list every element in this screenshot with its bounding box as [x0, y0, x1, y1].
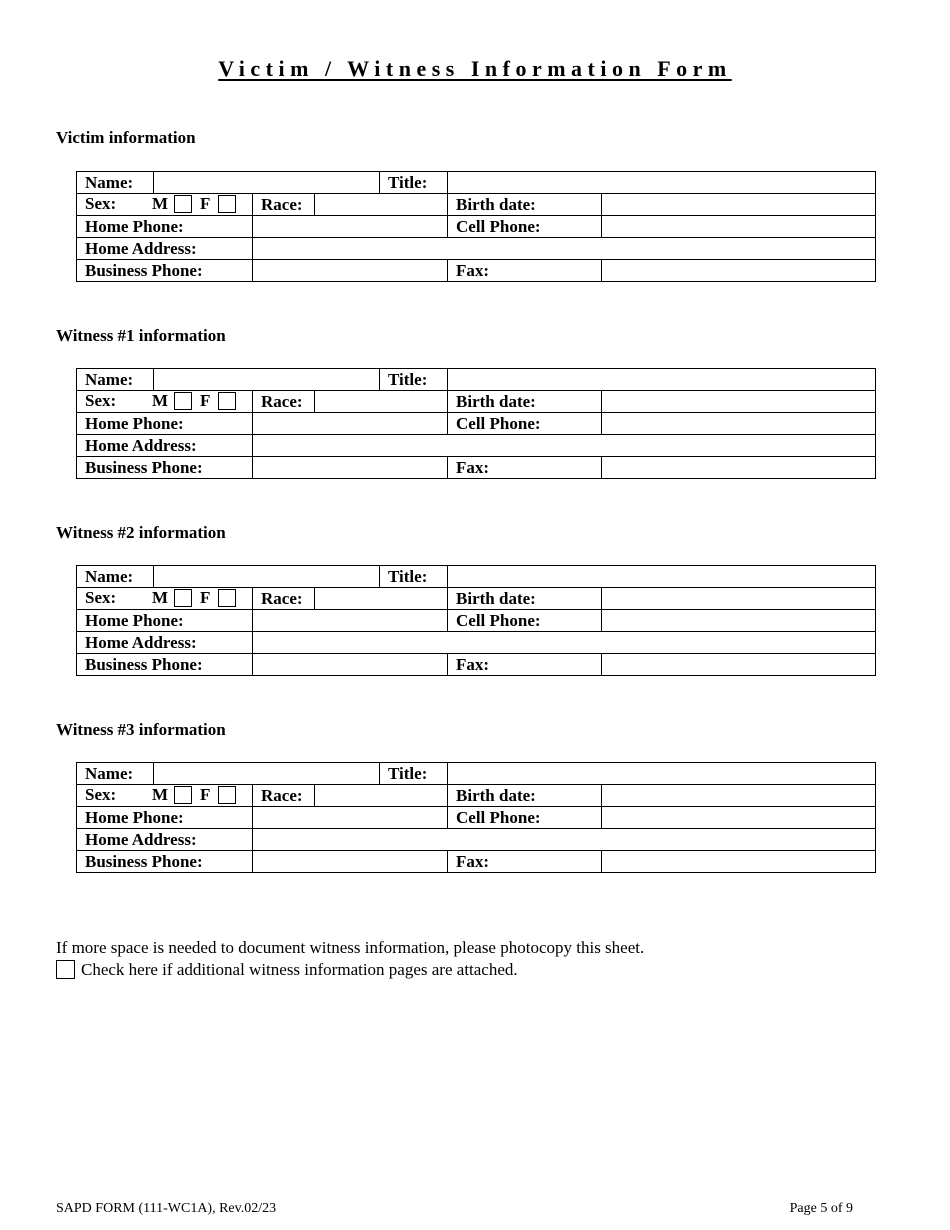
- birth-date-label: Birth date:: [448, 588, 602, 610]
- female-label: F: [200, 194, 211, 213]
- fax-label: Fax:: [448, 654, 602, 676]
- male-label: M: [152, 588, 169, 607]
- page-number: Page 5 of 9: [789, 1201, 853, 1216]
- cell-phone-field[interactable]: [602, 413, 876, 435]
- person-info-table: [76, 762, 876, 873]
- name-field[interactable]: [154, 763, 380, 785]
- cell-phone-field[interactable]: [602, 216, 876, 238]
- name-label: Name:: [77, 566, 154, 588]
- cell-phone-field[interactable]: [602, 807, 876, 829]
- business-phone-field[interactable]: [253, 457, 448, 479]
- title-label: Title:: [380, 566, 448, 588]
- fax-label: Fax:: [448, 851, 602, 873]
- birth-date-field[interactable]: [602, 194, 876, 216]
- home-address-label: Home Address:: [77, 435, 253, 457]
- home-phone-field[interactable]: [253, 216, 448, 238]
- person-info-table: [76, 565, 876, 676]
- attached-pages-row: [56, 960, 518, 980]
- sex-label: Sex:: [85, 391, 117, 410]
- name-label: Name:: [77, 369, 154, 391]
- person-info-table: [76, 171, 876, 282]
- race-label: Race:: [253, 785, 315, 807]
- cell-phone-label: Cell Phone:: [448, 413, 602, 435]
- male-checkbox[interactable]: [174, 392, 192, 410]
- home-address-label: Home Address:: [77, 238, 253, 260]
- business-phone-label: Business Phone:: [77, 654, 253, 676]
- name-field[interactable]: [154, 172, 380, 194]
- title-label: Title:: [380, 172, 448, 194]
- home-address-label: Home Address:: [77, 829, 253, 851]
- person-info-table: [76, 368, 876, 479]
- female-checkbox[interactable]: [218, 392, 236, 410]
- fax-field[interactable]: [602, 851, 876, 873]
- home-phone-label: Home Phone:: [77, 413, 253, 435]
- fax-label: Fax:: [448, 260, 602, 282]
- title-field[interactable]: [448, 172, 876, 194]
- business-phone-label: Business Phone:: [77, 260, 253, 282]
- male-label: M: [152, 194, 169, 213]
- name-label: Name:: [77, 172, 154, 194]
- form-title: Victim / Witness Information Form: [218, 56, 732, 81]
- male-label: M: [152, 391, 169, 410]
- male-checkbox[interactable]: [174, 786, 192, 804]
- male-checkbox[interactable]: [174, 195, 192, 213]
- attached-pages-label: Check here if additional witness information pages are attached.: [81, 960, 518, 979]
- race-field[interactable]: [315, 391, 448, 413]
- business-phone-label: Business Phone:: [77, 851, 253, 873]
- sex-label: Sex:: [85, 785, 117, 804]
- race-field[interactable]: [315, 588, 448, 610]
- sex-cell: [77, 194, 253, 216]
- sex-label: Sex:: [85, 194, 117, 213]
- attached-pages-checkbox[interactable]: [56, 960, 75, 979]
- race-label: Race:: [253, 391, 315, 413]
- race-label: Race:: [253, 194, 315, 216]
- sex-label: Sex:: [85, 588, 117, 607]
- birth-date-label: Birth date:: [448, 785, 602, 807]
- sex-cell: [77, 785, 253, 807]
- business-phone-field[interactable]: [253, 654, 448, 676]
- fax-field[interactable]: [602, 260, 876, 282]
- photocopy-note: If more space is needed to document witness information, please photocopy this sheet.: [56, 938, 645, 957]
- female-label: F: [200, 785, 211, 804]
- home-address-field[interactable]: [253, 435, 876, 457]
- race-label: Race:: [253, 588, 315, 610]
- business-phone-label: Business Phone:: [77, 457, 253, 479]
- birth-date-field[interactable]: [602, 391, 876, 413]
- home-phone-label: Home Phone:: [77, 807, 253, 829]
- name-field[interactable]: [154, 566, 380, 588]
- home-address-field[interactable]: [253, 829, 876, 851]
- business-phone-field[interactable]: [253, 260, 448, 282]
- name-label: Name:: [77, 763, 154, 785]
- fax-label: Fax:: [448, 457, 602, 479]
- cell-phone-label: Cell Phone:: [448, 216, 602, 238]
- title-field[interactable]: [448, 566, 876, 588]
- title-label: Title:: [380, 369, 448, 391]
- form-id: SAPD FORM (111-WC1A), Rev.02/23: [56, 1201, 277, 1216]
- birth-date-field[interactable]: [602, 588, 876, 610]
- home-phone-field[interactable]: [253, 413, 448, 435]
- title-label: Title:: [380, 763, 448, 785]
- home-phone-field[interactable]: [253, 807, 448, 829]
- cell-phone-label: Cell Phone:: [448, 610, 602, 632]
- home-phone-label: Home Phone:: [77, 610, 253, 632]
- sex-cell: [77, 391, 253, 413]
- home-address-label: Home Address:: [77, 632, 253, 654]
- female-checkbox[interactable]: [218, 195, 236, 213]
- female-checkbox[interactable]: [218, 589, 236, 607]
- home-phone-label: Home Phone:: [77, 216, 253, 238]
- home-address-field[interactable]: [253, 238, 876, 260]
- title-field[interactable]: [448, 763, 876, 785]
- birth-date-field[interactable]: [602, 785, 876, 807]
- business-phone-field[interactable]: [253, 851, 448, 873]
- fax-field[interactable]: [602, 654, 876, 676]
- cell-phone-label: Cell Phone:: [448, 807, 602, 829]
- home-phone-field[interactable]: [253, 610, 448, 632]
- section-heading: Witness #3 information: [56, 720, 226, 739]
- race-field[interactable]: [315, 785, 448, 807]
- female-label: F: [200, 391, 211, 410]
- cell-phone-field[interactable]: [602, 610, 876, 632]
- female-checkbox[interactable]: [218, 786, 236, 804]
- male-checkbox[interactable]: [174, 589, 192, 607]
- sex-cell: [77, 588, 253, 610]
- birth-date-label: Birth date:: [448, 194, 602, 216]
- name-field[interactable]: [154, 369, 380, 391]
- home-address-field[interactable]: [253, 632, 876, 654]
- section-heading: Victim information: [56, 128, 196, 147]
- fax-field[interactable]: [602, 457, 876, 479]
- birth-date-label: Birth date:: [448, 391, 602, 413]
- male-label: M: [152, 785, 169, 804]
- race-field[interactable]: [315, 194, 448, 216]
- female-label: F: [200, 588, 211, 607]
- section-heading: Witness #2 information: [56, 523, 226, 542]
- title-field[interactable]: [448, 369, 876, 391]
- section-heading: Witness #1 information: [56, 326, 226, 345]
